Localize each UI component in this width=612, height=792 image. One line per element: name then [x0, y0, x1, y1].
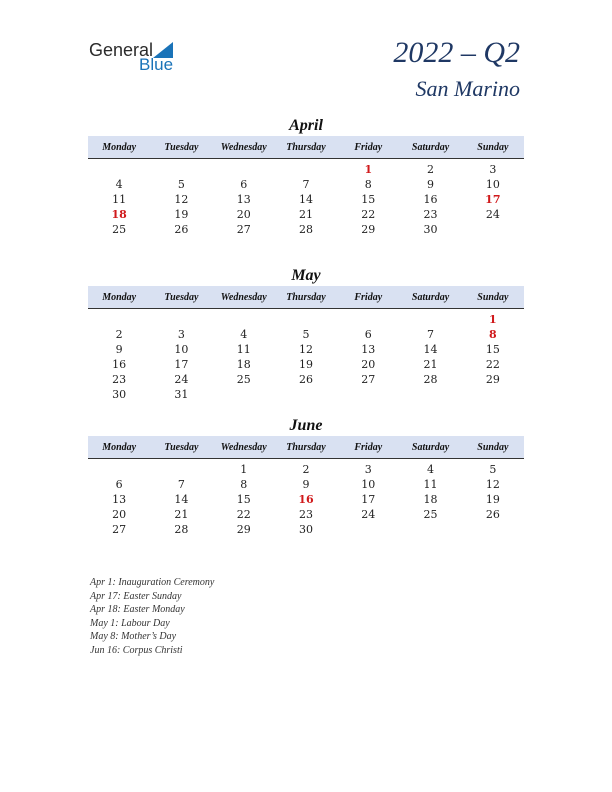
day-cell: 21	[423, 358, 438, 371]
day-cell: 30	[112, 388, 127, 401]
week-row	[88, 177, 524, 192]
day-cell: 26	[298, 373, 313, 386]
week-row	[88, 192, 524, 207]
week-row	[88, 207, 524, 222]
day-cell: 13	[361, 343, 376, 356]
week-row	[88, 162, 524, 177]
day-cell: 15	[236, 493, 251, 506]
day-cell: 2	[115, 328, 123, 341]
month-name: April	[289, 117, 323, 134]
weekday-header: Sunday	[477, 291, 509, 303]
weekday-header: Sunday	[477, 141, 509, 153]
day-cell	[88, 162, 150, 177]
day-cell: 13	[236, 193, 251, 206]
day-cell: 31	[174, 388, 189, 401]
day-cell: 27	[236, 223, 251, 236]
day-cell: 20	[361, 358, 376, 371]
month-june	[88, 416, 524, 537]
holiday-note: Apr 18: Easter Monday	[90, 604, 185, 616]
day-cell: 8	[364, 178, 372, 191]
day-cell: 2	[302, 463, 310, 476]
day-cell: 17	[174, 358, 189, 371]
day-cell: 9	[302, 478, 310, 491]
holiday-notes	[90, 576, 214, 658]
day-cell: 22	[236, 508, 251, 521]
day-cell: 16	[423, 193, 438, 206]
day-cell: 6	[364, 328, 372, 341]
month-may	[88, 266, 524, 402]
logo-general-text: General	[89, 40, 154, 60]
holiday-date: 16	[298, 493, 314, 506]
day-cell: 23	[298, 508, 313, 521]
day-cell: 3	[177, 328, 185, 341]
day-cell	[399, 312, 461, 327]
day-cell: 4	[240, 328, 248, 341]
weekday-header: Thursday	[286, 441, 326, 453]
month-april	[88, 116, 524, 237]
day-cell	[275, 387, 337, 402]
day-cell: 17	[361, 493, 376, 506]
day-cell: 22	[485, 358, 500, 371]
day-cell: 27	[112, 523, 127, 536]
day-cell: 25	[112, 223, 127, 236]
weekday-header: Saturday	[411, 141, 450, 153]
week-row	[88, 312, 524, 327]
weekday-header: Friday	[354, 141, 383, 153]
week-row	[88, 387, 524, 402]
weekday-header: Tuesday	[164, 141, 199, 153]
holiday-note: Jun 16: Corpus Christi	[90, 644, 183, 656]
day-cell: 29	[361, 223, 376, 236]
holiday-note: Apr 1: Inauguration Ceremony	[90, 577, 215, 588]
weekday-header-row	[88, 136, 524, 159]
day-cell: 22	[361, 208, 376, 221]
day-cell: 29	[485, 373, 500, 386]
logo-blue-text: Blue	[139, 55, 174, 74]
day-cell: 26	[174, 223, 189, 236]
day-cell: 4	[427, 463, 435, 476]
day-cell: 28	[174, 523, 189, 536]
day-cell	[462, 222, 524, 237]
day-cell	[88, 462, 150, 477]
day-cell: 30	[423, 223, 438, 236]
day-cell	[462, 522, 524, 537]
day-cell	[399, 387, 461, 402]
logo	[89, 40, 189, 76]
day-cell: 20	[236, 208, 251, 221]
day-cell: 24	[174, 373, 189, 386]
day-cell	[213, 162, 275, 177]
week-row	[88, 222, 524, 237]
holiday-date: 17	[485, 193, 501, 206]
day-cell: 13	[112, 493, 127, 506]
day-cell: 10	[174, 343, 189, 356]
day-cell: 15	[361, 193, 376, 206]
day-cell: 24	[361, 508, 376, 521]
day-cell	[399, 522, 461, 537]
day-cell	[150, 162, 212, 177]
day-cell: 7	[302, 178, 310, 191]
holiday-date: 1	[489, 313, 497, 326]
weekday-header: Wednesday	[220, 291, 267, 303]
weekday-header: Tuesday	[164, 291, 199, 303]
page-title: 2022 – Q2	[393, 36, 520, 69]
day-cell	[337, 387, 399, 402]
day-cell	[462, 387, 524, 402]
day-cell: 28	[423, 373, 438, 386]
day-cell: 12	[485, 478, 500, 491]
day-cell: 23	[112, 373, 127, 386]
day-cell: 3	[364, 463, 372, 476]
month-name: May	[291, 267, 321, 284]
holiday-note: May 8: Mother’s Day	[90, 631, 177, 643]
day-cell: 4	[115, 178, 123, 191]
weekday-header: Monday	[102, 291, 137, 303]
day-cell: 19	[174, 208, 189, 221]
day-cell: 3	[489, 163, 497, 176]
day-cell: 9	[427, 178, 435, 191]
day-cell: 23	[423, 208, 438, 221]
month-name: June	[289, 417, 323, 434]
weekday-header: Thursday	[286, 291, 326, 303]
day-cell: 7	[177, 478, 185, 491]
day-cell: 27	[361, 373, 376, 386]
day-cell: 5	[489, 463, 497, 476]
day-cell	[275, 162, 337, 177]
weekday-header-row	[88, 436, 524, 459]
day-cell: 25	[423, 508, 438, 521]
week-row	[88, 342, 524, 357]
weekday-header: Monday	[102, 441, 137, 453]
day-cell: 16	[112, 358, 127, 371]
day-cell	[150, 462, 212, 477]
day-cell	[337, 312, 399, 327]
day-cell: 5	[302, 328, 310, 341]
weekday-header: Saturday	[411, 441, 450, 453]
day-cell: 15	[485, 343, 500, 356]
day-cell: 25	[236, 373, 251, 386]
day-cell: 14	[174, 493, 189, 506]
weekday-header: Thursday	[286, 141, 326, 153]
weekday-header: Wednesday	[220, 141, 267, 153]
day-cell: 10	[361, 478, 376, 491]
day-cell: 29	[236, 523, 251, 536]
holiday-note: Apr 17: Easter Sunday	[90, 590, 182, 602]
day-cell: 10	[485, 178, 500, 191]
week-row	[88, 522, 524, 537]
day-cell: 14	[298, 193, 313, 206]
day-cell: 30	[298, 523, 313, 536]
day-cell	[213, 387, 275, 402]
day-cell: 12	[174, 193, 189, 206]
day-cell: 6	[115, 478, 123, 491]
day-cell	[150, 312, 212, 327]
day-cell: 6	[240, 178, 248, 191]
day-cell: 21	[298, 208, 313, 221]
holiday-note: May 1: Labour Day	[90, 617, 170, 629]
day-cell: 8	[240, 478, 248, 491]
holiday-date: 1	[364, 163, 373, 176]
day-cell	[213, 312, 275, 327]
holiday-date: 8	[489, 328, 497, 341]
day-cell	[88, 312, 150, 327]
day-cell: 20	[112, 508, 127, 521]
day-cell: 24	[485, 208, 500, 221]
day-cell: 28	[298, 223, 313, 236]
day-cell	[337, 522, 399, 537]
week-row	[88, 462, 524, 477]
week-row	[88, 372, 524, 387]
week-row	[88, 492, 524, 507]
week-row	[88, 327, 524, 342]
weekday-header: Wednesday	[220, 441, 267, 453]
week-row	[88, 477, 524, 492]
day-cell: 18	[236, 358, 251, 371]
day-cell: 5	[177, 178, 185, 191]
day-cell: 19	[485, 493, 500, 506]
day-cell: 12	[298, 343, 313, 356]
day-cell: 7	[427, 328, 435, 341]
day-cell: 18	[423, 493, 438, 506]
day-cell: 21	[174, 508, 189, 521]
day-cell: 14	[423, 343, 438, 356]
day-cell: 9	[115, 343, 123, 356]
weekday-header: Tuesday	[164, 441, 199, 453]
weekday-header: Friday	[354, 291, 383, 303]
day-cell: 2	[427, 163, 435, 176]
day-cell: 1	[240, 463, 248, 476]
weekday-header: Sunday	[477, 441, 509, 453]
page-subtitle: San Marino	[415, 76, 520, 101]
day-cell: 11	[236, 343, 251, 356]
week-row	[88, 507, 524, 522]
week-row	[88, 357, 524, 372]
day-cell: 11	[112, 193, 127, 206]
weekday-header: Saturday	[411, 291, 450, 303]
weekday-header: Monday	[102, 141, 137, 153]
day-cell: 26	[485, 508, 500, 521]
day-cell: 19	[298, 358, 313, 371]
weekday-header-row	[88, 286, 524, 309]
day-cell	[275, 312, 337, 327]
day-cell: 11	[423, 478, 438, 491]
weekday-header: Friday	[354, 441, 383, 453]
holiday-date: 18	[111, 208, 127, 221]
